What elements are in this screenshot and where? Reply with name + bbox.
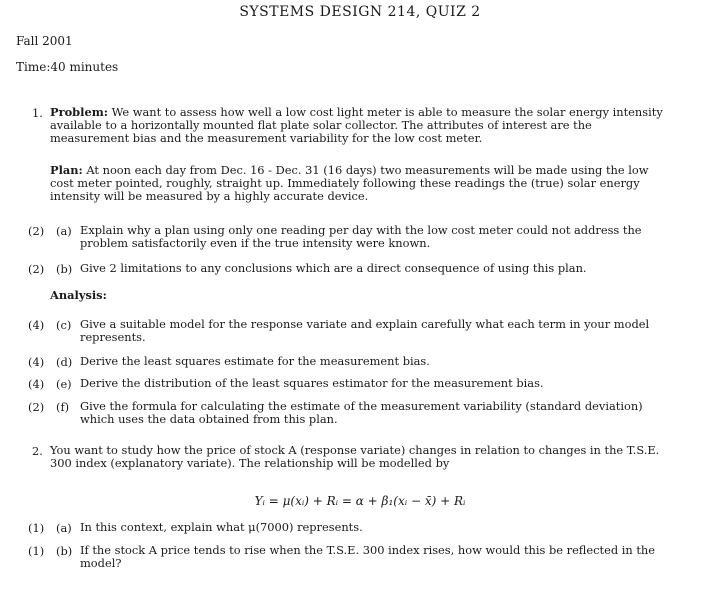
part-1a-letter: (a)	[56, 224, 72, 238]
problem-label: Problem:	[50, 105, 108, 119]
plan-label: Plan:	[50, 163, 83, 177]
part-1d-text: Derive the least squares estimate for the measurement bias.	[80, 354, 430, 368]
analysis-label: Analysis:	[50, 288, 107, 302]
part-1d-letter: (d)	[56, 355, 73, 369]
part-1e-letter: (e)	[56, 377, 72, 391]
part-1b-points: (2)	[28, 262, 45, 276]
part-1d-points: (4)	[28, 355, 45, 369]
question-2-text: You want to study how the price of stock A (response variate) changes in relation to changes in the T.S.E. 300 index (explanatory variate). The relationship will be modelled by	[50, 443, 660, 470]
part-2b-points: (1)	[28, 544, 45, 558]
part-1b-letter: (b)	[56, 262, 73, 276]
part-1f-points: (2)	[28, 400, 45, 414]
part-2a-text: In this context, explain what μ(7000) represents.	[80, 520, 363, 534]
part-1c-text: Give a suitable model for the response variate and explain carefully what each term in your model represents.	[80, 317, 650, 344]
part-1a-text: Explain why a plan using only one reading per day with the low cost meter could not address the problem satisfactorily even if the true intensity were known.	[80, 223, 642, 250]
part-1f-text: Give the formula for calculating the estimate of the measurement variability (standard deviation) which uses the data obtained from this plan.	[80, 399, 643, 426]
problem-text: We want to assess how well a low cost light meter is able to measure the solar energy intensity available to a horizontally mounted flat plate solar collector. The attributes of interest are the measurement bias and the measurement variability for the low cost meter.	[50, 105, 663, 145]
part-1c-letter: (c)	[56, 318, 72, 332]
plan-text: At noon each day from Dec. 16 - Dec. 31 (16 days) two measurements will be made using the low cost meter pointed, roughly, straight up. Immediately following these readings the (true) solar energy intensity will be measured by a highly accurate device.	[50, 163, 649, 203]
time-label: Time:40 minutes	[16, 60, 119, 74]
term-label: Fall 2001	[16, 34, 73, 48]
question-1-number: 1.	[32, 106, 43, 120]
part-2a-points: (1)	[28, 521, 45, 535]
model-equation: Yᵢ = μ(xᵢ) + Rᵢ = α + β₁(xᵢ − x̄) + Rᵢ	[254, 494, 466, 508]
question-1-plan	[50, 164, 666, 203]
page-title: SYSTEMS DESIGN 214, QUIZ 2	[239, 4, 481, 20]
part-1f-letter: (f)	[56, 400, 70, 414]
part-1e-text: Derive the distribution of the least squares estimator for the measurement bias.	[80, 376, 544, 390]
question-2-number: 2.	[32, 444, 43, 458]
question-1-problem	[50, 106, 666, 145]
part-1e-points: (4)	[28, 377, 45, 391]
part-2a-letter: (a)	[56, 521, 72, 535]
part-1b-text: Give 2 limitations to any conclusions which are a direct consequence of using this plan.	[80, 261, 587, 275]
part-1a-points: (2)	[28, 224, 45, 238]
part-2b-letter: (b)	[56, 544, 73, 558]
part-2b-text: If the stock A price tends to rise when the T.S.E. 300 index rises, how would this be reflected in the model?	[80, 543, 656, 570]
part-1c-points: (4)	[28, 318, 45, 332]
